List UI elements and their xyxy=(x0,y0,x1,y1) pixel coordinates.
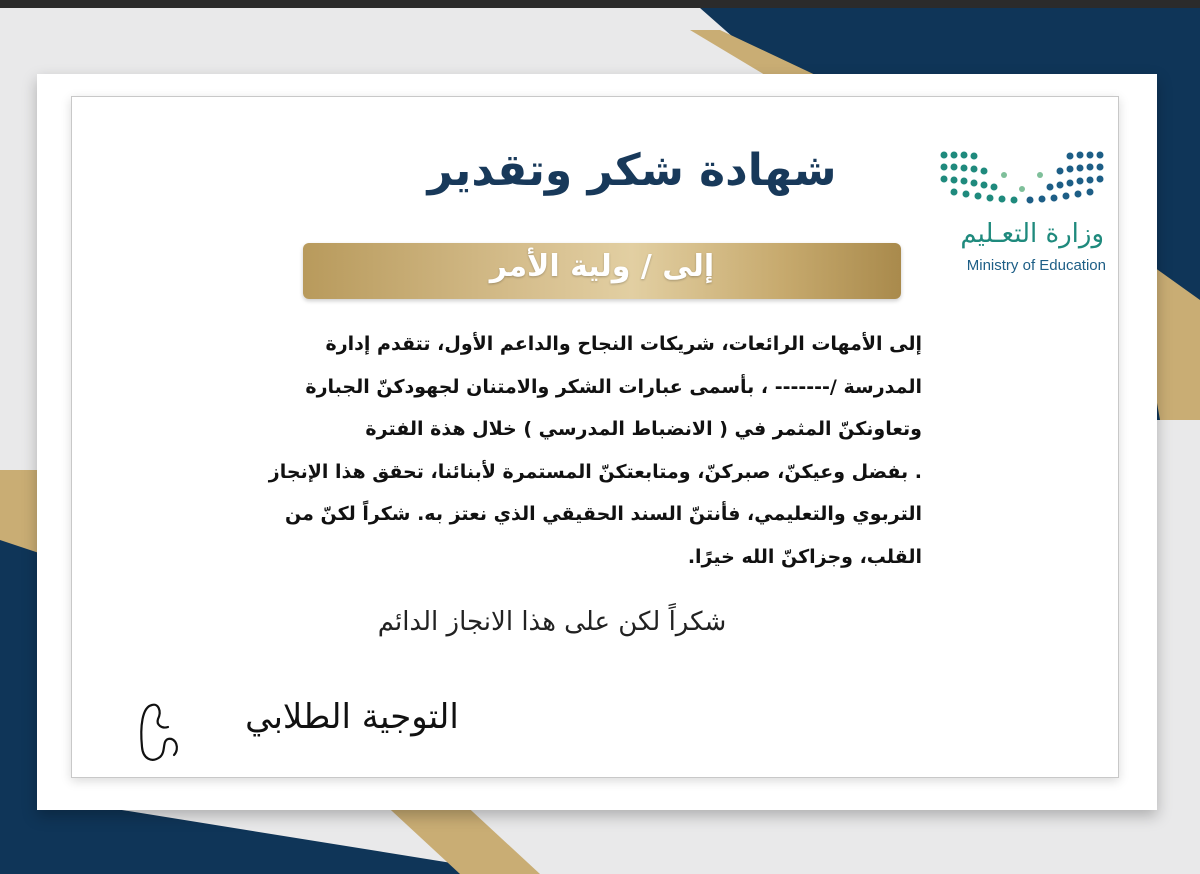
body-line: القلب، وجزاكنّ الله خيرًا. xyxy=(687,545,922,568)
body-line: وتعاونكنّ المثمر في ( الانضباط المدرسي ) خلال هذة الفترة xyxy=(365,418,922,440)
ministry-name-arabic: وزارة التعـليم xyxy=(960,219,1104,249)
certificate-outer-frame xyxy=(37,74,1157,810)
certificate-inner-frame xyxy=(71,96,1119,778)
signature-scribble-icon xyxy=(132,697,192,767)
recipient-banner xyxy=(303,243,901,299)
body-line: التربوي والتعليمي، فأنتنّ السند الحقيقي الذي نعتز به. شكراً لكنّ من xyxy=(285,503,922,525)
certificate-body xyxy=(242,323,922,578)
closing-thanks: شكراً لكن على هذا الانجاز الدائم xyxy=(377,607,727,637)
ministry-logo xyxy=(936,145,1108,273)
ministry-name-english: Ministry of Education xyxy=(966,257,1106,274)
recipient-label: إلى / ولية الأمر xyxy=(489,249,715,284)
certificate-title: شهادة شكر وتقدير xyxy=(427,145,837,196)
body-line: إلى الأمهات الرائعات، شريكات النجاح والداعم الأول، تتقدم إدارة xyxy=(325,333,922,355)
body-line: . بفضل وعيكنّ، صبركنّ، ومتابعتكنّ المستمرة لأبنائنا، تحقق هذا الإنجاز xyxy=(268,460,922,483)
signature-label: التوجية الطلابي xyxy=(245,697,459,737)
ministry-logo-dots-icon xyxy=(936,145,1108,205)
body-line: المدرسة /------- ، بأسمى عبارات الشكر والامتنان لجهودكنّ الجبارة xyxy=(305,375,922,398)
